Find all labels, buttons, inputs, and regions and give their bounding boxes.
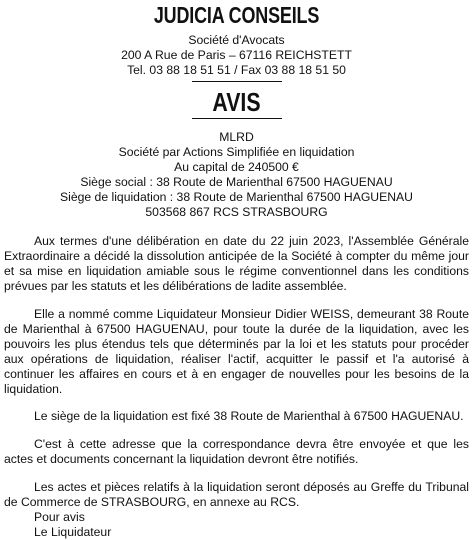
notice-title-block bbox=[4, 88, 469, 119]
paragraph-filing: Les actes et pièces relatifs à la liquidation seront déposés au Greffe du Tribunal de Commerce de STRASBOURG, en annexe au RCS. bbox=[4, 480, 469, 509]
paragraph-dissolution: Aux termes d'une délibération en date du 22 juin 2023, l'Assemblée Générale Extraordinaire a décidé la dissolution anticipée de la Société à compter du même jour et sa mise en liquidation amiable sous le régime conventionnel dans les conditions prévues par les statuts et les délibérations de ladite assemblée. bbox=[4, 234, 469, 293]
signature-for-notice: Pour avis bbox=[34, 510, 85, 524]
firm-address: 200 A Rue de Paris – 67116 REICHSTETT bbox=[121, 48, 352, 62]
paragraph-liquidation-seat: Le siège de la liquidation est fixé 38 Route de Marienthal à 67500 HAGUENAU. bbox=[34, 409, 464, 423]
company-name: MLRD bbox=[219, 130, 254, 144]
firm-details bbox=[4, 33, 469, 78]
company-form: Société par Actions Simplifiée en liquidation bbox=[118, 145, 355, 159]
firm-phone-fax: Tel. 03 88 18 51 51 / Fax 03 88 18 51 50 bbox=[127, 63, 346, 77]
company-liquidation-office: Siège de liquidation : 38 Route de Marienthal 67500 HAGUENAU bbox=[60, 190, 413, 204]
firm-type: Société d'Avocats bbox=[188, 33, 285, 47]
title-divider bbox=[192, 118, 282, 119]
company-rcs: 503568 867 RCS STRASBOURG bbox=[145, 205, 328, 219]
signature-liquidator: Le Liquidateur bbox=[34, 525, 112, 539]
company-details bbox=[4, 130, 469, 220]
paragraph-liquidator: Elle a nommé comme Liquidateur Monsieur Didier WEISS, demeurant 38 Route de Marienthal à 67500 HAGUENAU, pour toute la durée de la liquidation, avec les pouvoirs les plus étendus tels que déterminés par la loi et les statuts pour procéder aux opérations de liquidation, réaliser l'actif, acquitter le passif et l'a autorisé à continuer les affaires en cours et à en engager de nouvelles pour les besoins de la liquidation. bbox=[4, 307, 469, 396]
signature-block bbox=[4, 510, 469, 540]
company-registered-office: Siège social : 38 Route de Marienthal 67500 HAGUENAU bbox=[80, 175, 393, 189]
firm-header bbox=[4, 0, 469, 82]
notice-title: AVIS bbox=[212, 87, 261, 117]
firm-name: JUDICIA CONSEILS bbox=[153, 2, 320, 28]
paragraph-correspondence: C'est à cette adresse que la correspondance devra être envoyée et que les actes et documents concernant la liquidation devront être notifiés. bbox=[4, 437, 469, 466]
header-divider bbox=[192, 81, 282, 82]
company-capital: Au capital de 240500 € bbox=[174, 160, 299, 174]
